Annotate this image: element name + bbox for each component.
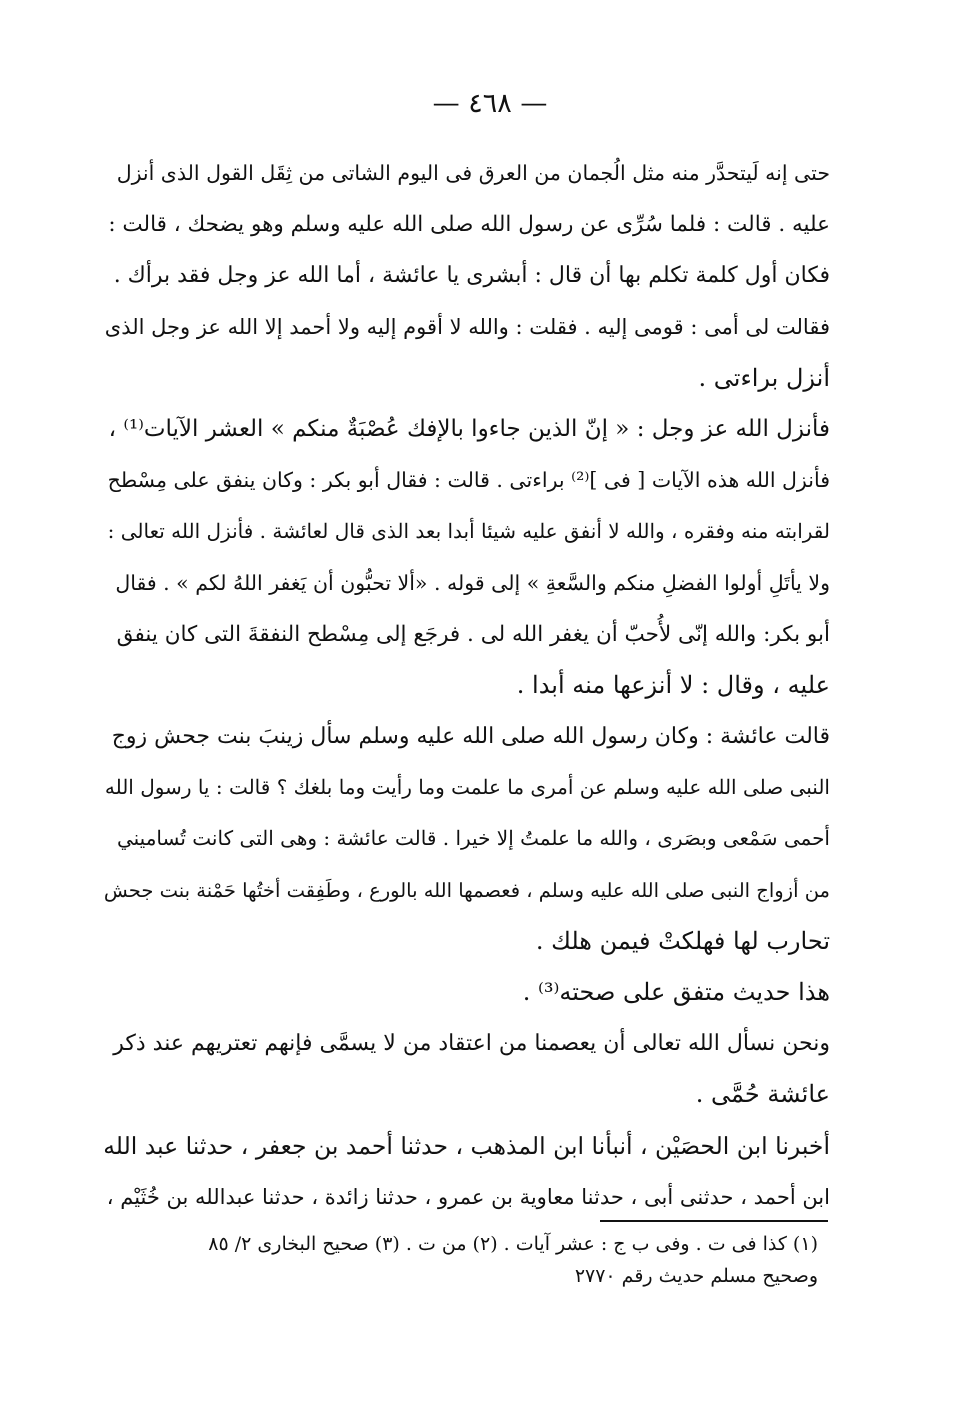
text-line: أخبرنا ابن الحصَيْن ، أنبأنا ابن المذهب ، حدثنا أحمد بن جعفر ، حدثنا عبد الله <box>103 1131 830 1160</box>
text-line: ولا يأتَلِ أولوا الفضلِ منكم والسَّعةِ » إلى قوله . «ألا تحبُّون أن يَغفر اللهُ لكم » . فقال <box>115 570 830 595</box>
text-line: حتى إنه لَيتحدَّر منه مثل الُجمان من العرق فى اليوم الشاتى من ثِقَل القول الذى أنزل <box>116 161 830 185</box>
footnotes <box>102 1228 818 1292</box>
text-line: أحمى سَمْعى وبصَرى ، والله ما علمتُ إلا خيرا . قالت عائشة : وهى التى كانت تُساميني <box>116 826 830 851</box>
text-line: فأنزل الله هذه الآيات [ فى ]⁽²⁾ براءتى . قالت : فقال أبو بكر : وكان ينفق على مِسْطح <box>107 468 830 493</box>
footnote-line: وصحيح مسلم حديث رقم ٢٧٧٠ <box>574 1265 818 1287</box>
text-line: ابن أحمد ، حدثنى أبى ، حدثنا معاوية بن عمرو ، حدثنا زائدة ، حدثنا عبدالله بن خُثَيْم ، <box>106 1184 830 1209</box>
text-line: عليه . قالت : فلما سُرِّى عن رسول الله صلى الله عليه وسلم وهو يضحك ، قالت : <box>108 212 830 238</box>
text-line: عائشة حُمَّى . <box>695 1080 830 1109</box>
footnote-line: (١) كذا فى ت . وفى ب ج : عشر آيات . (٢) من ت . (٣) صحيح البخارى ٢/ ٨٥ <box>208 1233 818 1255</box>
text-line: النبى صلى الله عليه وسلم عن أمرى ما علمت وما رأيت وما بلغك ؟ قالت : يا رسول الله <box>104 775 830 800</box>
text-line: ونحن نسأل الله تعالى أن يعصمنا من اعتقاد من لا يسمَّى فإنهم تعتريهم عند ذكر <box>113 1031 830 1057</box>
text-line: عليه ، وقال : لا أنزعها منه أبدا . <box>516 670 830 699</box>
text-line: قالت عائشة : وكان رسول الله صلى الله عليه وسلم سأل زينبَ بنت جحش زوج <box>111 724 830 750</box>
text-line: أبو بكر: والله إنّى لأُحبّ أن يغفر الله لى . فرجَع إلى مِسْطح النفقةَ التى كان ينفق <box>116 621 830 647</box>
text-line: تحارب لها فهلكتْ فيمن هلك . <box>535 926 830 955</box>
text-line: فكان أول كلمة تكلم بها أن قال : أبشرى يا عائشة ، أما الله عز وجل فقد برأك . <box>113 263 830 289</box>
text-line: فأنزل الله عز وجل : « إنّ الذين جاءوا بالإفك عُصْبَةٌ منكم » العشر الآيات⁽¹⁾ ، <box>108 415 830 442</box>
body-text <box>102 148 830 1223</box>
text-line: أنزل براءتى . <box>698 363 830 392</box>
page-number: — ٤٦٨ — <box>432 88 548 119</box>
footnote-divider <box>600 1220 828 1222</box>
text-line: فقالت لى أمى : قومى إليه . فقلت : والله لا أقوم إليه ولا أحمد إلا الله عز وجل الذى <box>104 314 830 339</box>
text-line: هذا حديث متفق على صحته⁽³⁾ . <box>522 978 830 1006</box>
text-line: لقرابته منه وفقره ، والله لا أنفق عليه شيئا أبدا بعد الذى قال لعائشة . فأنزل الله تعالى : <box>107 519 830 544</box>
text-line: من أزواج النبى صلى الله عليه وسلم ، فعصمها الله بالورع ، وطَفِقت أختُها حَمْنة بنت جحش <box>103 878 830 902</box>
